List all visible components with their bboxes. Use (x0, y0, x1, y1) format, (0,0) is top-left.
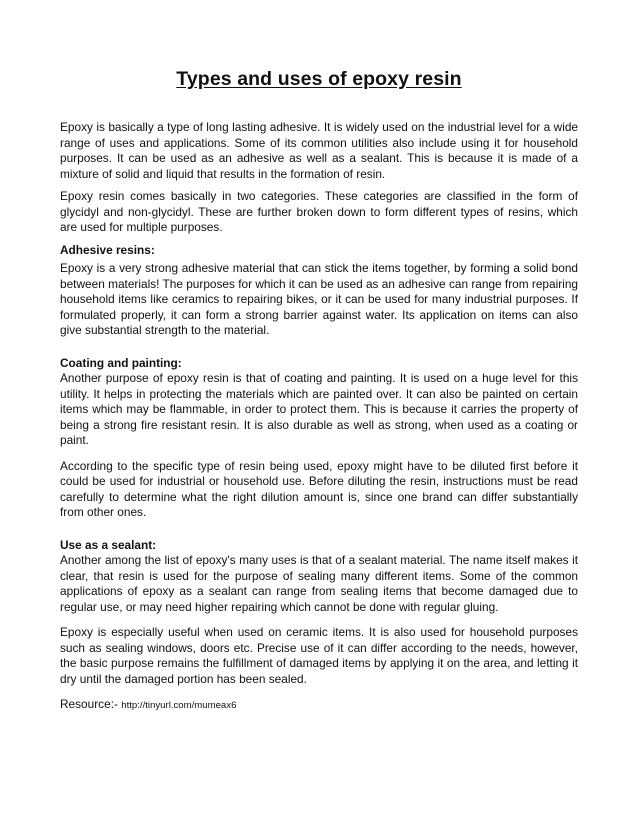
sealant-heading: Use as a sealant: (60, 537, 157, 552)
adhesive-paragraph: Epoxy is a very strong adhesive material that can stick the items together, by forming a solid bond between materials! The purposes for which it can be used as an adhesive can range from repairing household items like ceramics to repairing bikes, or it can be used for many industrial purposes. If formulated properly, it can form a strong barrier against water. Its application on items can also give substantial strength to the material. (60, 261, 578, 337)
spacer (60, 339, 578, 356)
spacer (60, 449, 578, 459)
spacer (60, 687, 578, 697)
spacer (60, 236, 578, 243)
spacer (60, 615, 578, 625)
intro-paragraph-2: Epoxy resin comes basically in two categories. These categories are classified in the form of glycidyl and non-glycidyl. These are further broken down to form different types of resins, which are used for multiple purposes. (60, 189, 578, 234)
document-title: Types and uses of epoxy resin (176, 68, 462, 90)
sealant-paragraph-2: Epoxy is especially useful when used on ceramic items. It is also used for household purposes such as sealing windows, doors etc. Precise use of it can differ according to the needs, however, the basic purpose remains the fulfillment of damaged items by applying it on the area, and letting it dry until the damaged portion has been sealed. (60, 625, 578, 686)
coating-paragraph-1: Another purpose of epoxy resin is that of coating and painting. It is used on a huge level for this utility. It helps in protecting the materials which are painted over. It can also be painted on certain items which may be flammable, in order to protect them. This is because it carries the property of being a strong fire resistant resin. It is also durable as well as strong, when used as a coating or paint. (60, 371, 578, 447)
resource-label: Resource:- (60, 697, 118, 711)
resource-link[interactable]: http://tinyurl.com/mumeax6 (121, 700, 237, 711)
intro-paragraph-1: Epoxy is basically a type of long lasting adhesive. It is widely used on the industrial level for a wide range of uses and applications. Some of its common utilities also include using it for household purposes. It can be used as an adhesive as well as a sealant. This is because it is made of a mixture of solid and liquid that results in the formation of resin. (60, 120, 578, 181)
document-body (60, 120, 578, 714)
resource-line (60, 697, 578, 714)
spacer (60, 182, 578, 189)
adhesive-heading: Adhesive resins: (60, 242, 155, 257)
spacer (60, 521, 578, 538)
coating-paragraph-2: According to the specific type of resin being used, epoxy might have to be diluted first before it could be used for industrial or household use. Before diluting the resin, instructions must be read carefully to determine what the right dilution amount is, since one brand can differ substantially from other ones. (60, 458, 578, 519)
coating-heading: Coating and painting: (60, 355, 182, 370)
sealant-paragraph-1: Another among the list of epoxy's many uses is that of a sealant material. The name itself makes it clear, that resin is used for the purpose of sealing many different items. Some of the common applications of epoxy as a sealant can range from sealing items that become damaged due to regular use, or may need higher repairing which cannot be done with regular gluing. (60, 553, 578, 614)
